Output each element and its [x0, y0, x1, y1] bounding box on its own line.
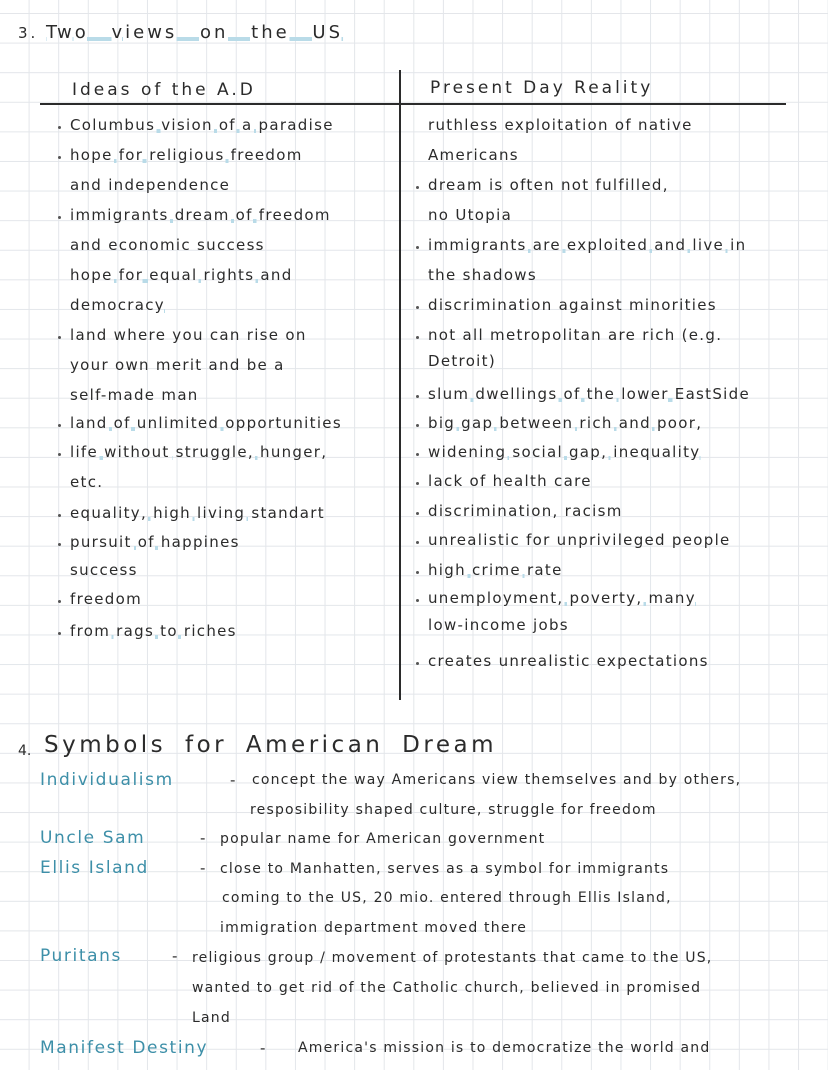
symbol-description-line: popular name for American government	[220, 831, 546, 847]
right-column-item: big gap between rich and poor,	[428, 414, 703, 432]
bullet-icon	[416, 336, 419, 339]
bullet-icon	[416, 453, 419, 456]
right-column-item: slum dwellings of the lower EastSide	[428, 385, 750, 403]
right-column-item: Detroit)	[428, 352, 496, 370]
left-column-item: freedom	[70, 590, 142, 608]
right-column-item: discrimination against minorities	[428, 296, 717, 314]
symbol-term: Individualism	[40, 770, 174, 790]
bullet-icon	[416, 186, 419, 189]
symbol-dash: -	[230, 771, 236, 789]
bullet-icon	[416, 599, 419, 602]
right-column-item: high crime rate	[428, 561, 563, 579]
bullet-icon	[58, 543, 61, 546]
right-column-header: Present Day Reality	[430, 78, 654, 98]
symbol-dash: -	[172, 947, 178, 965]
left-column-item: success	[70, 561, 138, 579]
left-column-item: land of unlimited opportunities	[70, 414, 342, 432]
symbol-dash: -	[200, 829, 206, 847]
bullet-icon	[58, 632, 61, 635]
right-column-item: low-income jobs	[428, 616, 569, 634]
right-column-item: lack of health care	[428, 472, 592, 490]
table-column-divider	[399, 70, 401, 700]
symbol-description-line: close to Manhatten, serves as a symbol for immigrants	[220, 861, 670, 877]
bullet-icon	[416, 395, 419, 398]
symbol-term: Puritans	[40, 946, 122, 966]
bullet-icon	[416, 541, 419, 544]
left-column-item: and independence	[70, 176, 231, 194]
symbol-term: Manifest Destiny	[40, 1038, 209, 1058]
bullet-icon	[58, 600, 61, 603]
symbol-description-line: America's mission is to democratize the world and	[298, 1040, 711, 1056]
bullet-icon	[58, 336, 61, 339]
left-column-item: equality, high living standart	[70, 504, 325, 522]
right-column-item: unemployment, poverty, many	[428, 589, 696, 607]
bullet-icon	[416, 512, 419, 515]
left-column-item: hope for equal rights and	[70, 266, 293, 284]
right-column-item: not all metropolitan are rich (e.g.	[428, 326, 723, 344]
left-column-item: etc.	[70, 473, 104, 491]
bullet-icon	[58, 424, 61, 427]
left-column-item: Columbus vision of a paradise	[70, 116, 334, 134]
section-number: 3.	[18, 24, 39, 42]
left-column-item: hope for religious freedom	[70, 146, 303, 164]
left-column-item: pursuit of happines	[70, 533, 240, 551]
table-header-rule	[40, 103, 786, 105]
right-column-item: the shadows	[428, 266, 537, 284]
left-column-item: life without struggle, hunger,	[70, 443, 328, 461]
left-column-item: self-made man	[70, 386, 199, 404]
symbol-description-line: resposibility shaped culture, struggle for freedom	[250, 802, 657, 818]
bullet-icon	[58, 126, 61, 129]
bullet-icon	[416, 246, 419, 249]
symbol-dash: -	[260, 1039, 266, 1057]
symbol-description-line: wanted to get rid of the Catholic church, believed in promised	[192, 980, 702, 996]
right-column-item: ruthless exploitation of native	[428, 116, 693, 134]
right-column-item: Americans	[428, 146, 519, 164]
symbol-description-line: concept the way Americans view themselves and by others,	[252, 772, 742, 788]
bullet-icon	[58, 156, 61, 159]
symbol-description-line: Land	[192, 1010, 231, 1026]
bullet-icon	[416, 662, 419, 665]
left-column-item: and economic success	[70, 236, 265, 254]
bullet-icon	[58, 514, 61, 517]
right-column-item: dream is often not fulfilled,	[428, 176, 669, 194]
right-column-item: creates unrealistic expectations	[428, 652, 709, 670]
right-column-item: unrealistic for unprivileged people	[428, 531, 731, 549]
right-column-item: no Utopia	[428, 206, 513, 224]
section-title: Symbols for American Dream	[44, 732, 497, 758]
left-column-item: from rags to riches	[70, 622, 237, 640]
left-column-header: Ideas of the A.D	[72, 80, 256, 100]
symbol-dash: -	[200, 859, 206, 877]
bullet-icon	[58, 216, 61, 219]
symbol-term: Uncle Sam	[40, 828, 146, 848]
bullet-icon	[416, 424, 419, 427]
left-column-item: immigrants dream of freedom	[70, 206, 331, 224]
bullet-icon	[58, 453, 61, 456]
right-column-item: discrimination, racism	[428, 502, 623, 520]
left-column-item: land where you can rise on	[70, 326, 307, 344]
left-column-item: your own merit and be a	[70, 356, 285, 374]
symbol-term: Ellis Island	[40, 858, 149, 878]
bullet-icon	[416, 306, 419, 309]
symbol-description-line: religious group / movement of protestants that came to the US,	[192, 950, 713, 966]
right-column-item: immigrants are exploited and live in	[428, 236, 747, 254]
bullet-icon	[416, 482, 419, 485]
symbol-description-line: coming to the US, 20 mio. entered through Ellis Island,	[222, 890, 672, 906]
bullet-icon	[416, 571, 419, 574]
left-column-item: democracy	[70, 296, 165, 314]
section-title: Two views on the US	[46, 22, 344, 43]
symbol-description-line: immigration department moved there	[220, 920, 528, 936]
right-column-item: widening social gap, inequality	[428, 443, 701, 461]
section-number: 4.	[18, 743, 32, 759]
